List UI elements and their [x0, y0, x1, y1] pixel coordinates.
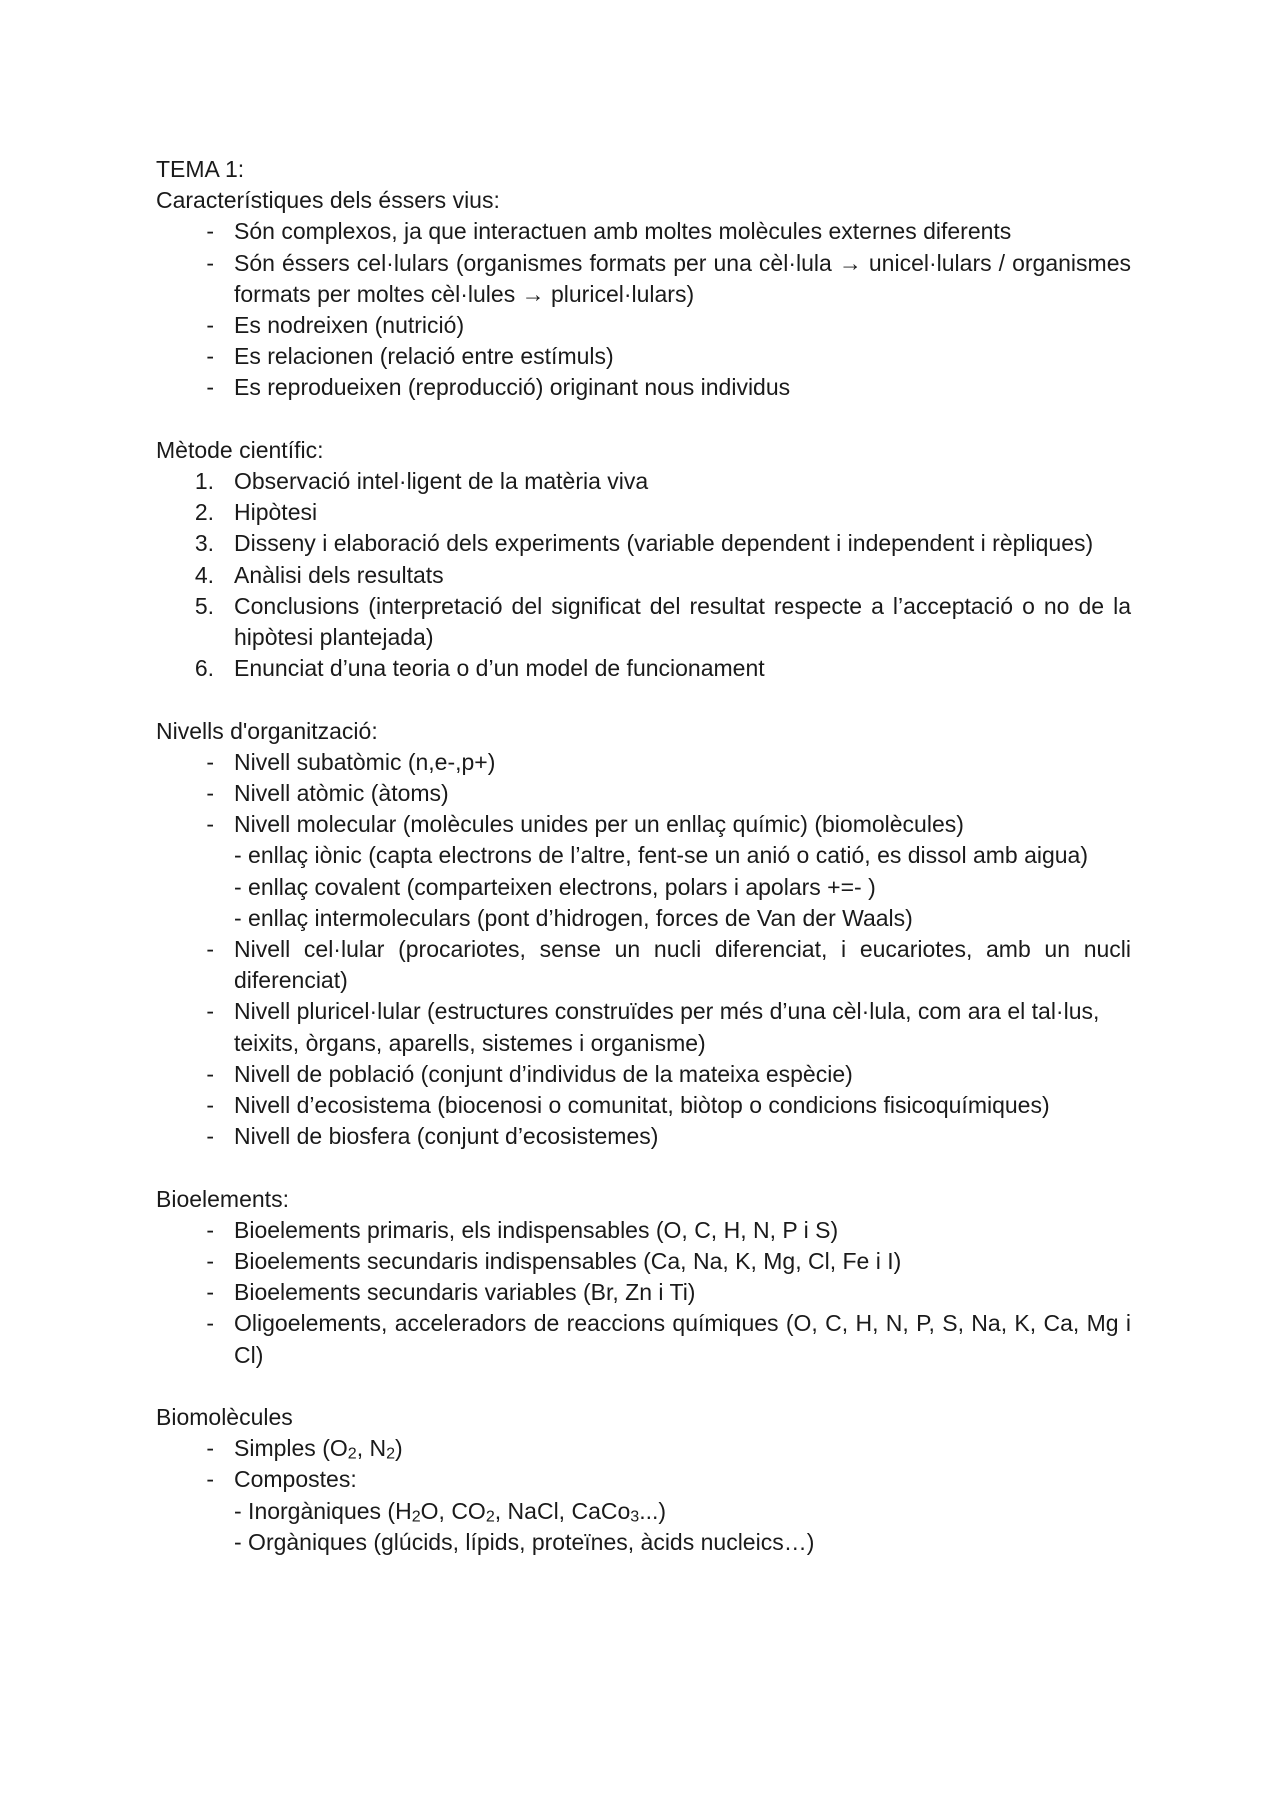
bullet-dash: - [206, 1092, 214, 1118]
text-fragment: ...) [639, 1497, 667, 1524]
sub-item-ionic-bond: - enllaç iònic (capta electrons de l’altre, fent-se un anió o catió, es dissol amb aigua) [234, 842, 1089, 869]
section-heading-biomolecules: Biomolècules [156, 1403, 293, 1430]
spacer [156, 1371, 1131, 1402]
list-item [156, 996, 1131, 1058]
biomolecules-list [156, 1433, 1131, 1558]
list-item-text: Bioelements primaris, els indispensables (O, C, H, N, P i S) [234, 1216, 839, 1243]
bullet-dash: - [206, 374, 214, 401]
subscript: 2 [485, 1506, 495, 1525]
organization-levels-list [156, 747, 1131, 1153]
bullet-dash: - [206, 249, 214, 276]
bullet-dash: - [206, 1247, 214, 1274]
sub-item-intermolecular-bond: - enllaç intermoleculars (pont d’hidrogen, forces de Van der Waals) [234, 904, 913, 931]
list-item [156, 466, 1131, 497]
section-heading-characteristics: Característiques dels éssers vius: [156, 187, 500, 214]
list-item-text: Hipòtesi [234, 499, 318, 526]
list-item [156, 778, 1131, 809]
bullet-dash: - [206, 218, 214, 245]
list-item [156, 528, 1131, 559]
list-item-text: Nivell d’ecosistema (biocenosi o comunitat, biòtop o condicions fisicoquímiques) [234, 1092, 1050, 1118]
list-item-text: Són complexos, ja que interactuen amb moltes molècules externes diferents [234, 218, 1012, 245]
section-heading-bioelements: Bioelements: [156, 1185, 289, 1212]
bullet-dash: - [206, 1123, 214, 1150]
subscript: 3 [630, 1506, 640, 1525]
list-item [156, 747, 1131, 778]
list-item [156, 216, 1131, 247]
bullet-dash: - [206, 343, 214, 370]
list-number: 6. [194, 655, 214, 682]
bullet-dash: - [206, 811, 214, 838]
spacer [156, 1152, 1131, 1183]
characteristics-list [156, 216, 1131, 403]
list-item-simple [234, 1433, 1131, 1464]
spacer [156, 684, 1131, 715]
subscript: 2 [347, 1444, 357, 1463]
list-item [156, 310, 1131, 341]
section-heading-scientific-method: Mètode científic: [156, 436, 324, 463]
list-item-text: Nivell molecular (molècules unides per un enllaç químic) (biomolècules) [234, 811, 964, 838]
list-item [156, 809, 1131, 934]
bullet-dash: - [206, 748, 214, 775]
list-item [156, 560, 1131, 591]
list-item-text: Nivell de biosfera (conjunt d’ecosistemes) [234, 1123, 659, 1150]
text-fragment: - Inorgàniques (H [234, 1497, 412, 1524]
sub-item-organic: - Orgàniques (glúcids, lípids, proteïnes, àcids nucleics…) [234, 1528, 815, 1555]
list-item-text: Anàlisi dels resultats [234, 561, 444, 588]
subscript: 2 [411, 1506, 421, 1525]
text-fragment: Simples (O [234, 1435, 348, 1462]
bioelements-list [156, 1215, 1131, 1371]
list-item-text: Nivell de població (conjunt d’individus de la mateixa espècie) [234, 1060, 853, 1087]
text-fragment: ) [395, 1435, 403, 1462]
bullet-dash: - [206, 1310, 214, 1337]
text-fragment: O, CO [420, 1497, 486, 1524]
list-item-text: Nivell pluricel·lular (estructures construïdes per més d’una cèl·lula, com ara el tal·lus, teixits, òrgans, aparells, sistemes i organisme) [234, 998, 1100, 1056]
list-item-body [234, 809, 1131, 934]
list-number: 1. [194, 467, 214, 494]
bullet-dash: - [206, 1466, 214, 1493]
spacer [156, 404, 1131, 435]
bullet-dash: - [206, 1060, 214, 1087]
list-item [156, 1215, 1131, 1246]
scientific-method-list [156, 466, 1131, 684]
list-item-text: Disseny i elaboració dels experiments (variable dependent i independent i rèpliques) [234, 530, 1094, 557]
list-item [156, 1090, 1131, 1121]
subscript: 2 [386, 1444, 396, 1463]
list-item-text: Conclusions (interpretació del significat del resultat respecte a l’acceptació o no de la hipòtesi plantejada) [234, 592, 1131, 650]
list-item [156, 1308, 1131, 1370]
list-item [156, 1277, 1131, 1308]
list-item [156, 1464, 1131, 1558]
sub-item-inorganic [234, 1496, 1131, 1527]
list-item [156, 1433, 1131, 1464]
bullet-dash: - [206, 1216, 214, 1243]
list-item-text: Es relacionen (relació entre estímuls) [234, 343, 614, 370]
list-item [156, 591, 1131, 653]
list-item-text: Enunciat d’una teoria o d’un model de funcionament [234, 655, 765, 682]
bullet-dash: - [206, 311, 214, 338]
list-item-text: Nivell subatòmic (n,e-,p+) [234, 748, 496, 775]
list-number: 2. [194, 499, 214, 526]
list-item-text: Oligoelements, acceleradors de reaccions químiques (O, C, H, N, P, S, Na, K, Ca, Mg i Cl) [234, 1310, 1131, 1368]
bullet-dash: - [206, 1279, 214, 1306]
list-item [156, 1059, 1131, 1090]
list-number: 3. [194, 530, 214, 557]
list-item-text: Compostes: [234, 1466, 357, 1493]
list-item [156, 372, 1131, 403]
list-item [156, 1246, 1131, 1277]
list-item [156, 497, 1131, 528]
list-item [156, 1121, 1131, 1152]
list-item-text: Nivell atòmic (àtoms) [234, 779, 449, 806]
document-page [156, 154, 1131, 1558]
list-item-text: Són éssers cel·lulars (organismes formats per una cèl·lula → unicel·lulars / organismes formats per moltes cèl·lules → pluricel·lulars) [234, 249, 1131, 307]
bullet-dash: - [206, 1435, 214, 1462]
topic-title: TEMA 1: [156, 156, 245, 182]
list-item [156, 934, 1131, 996]
bullet-dash: - [206, 998, 214, 1025]
list-number: 5. [194, 592, 214, 619]
section-heading-organization-levels: Nivells d'organització: [156, 717, 378, 744]
list-item [156, 653, 1131, 684]
list-item-text: Observació intel·ligent de la matèria viva [234, 467, 649, 494]
list-item-compound [234, 1464, 1131, 1558]
list-item-text: Es nodreixen (nutrició) [234, 311, 465, 338]
text-fragment: , N [356, 1435, 387, 1462]
sub-item-covalent-bond: - enllaç covalent (comparteixen electrons, polars i apolars +=- ) [234, 873, 876, 900]
bullet-dash: - [206, 935, 214, 962]
list-item [156, 341, 1131, 372]
list-item-text: Nivell cel·lular (procariotes, sense un nucli diferenciat, i eucariotes, amb un nucli diferenciat) [234, 935, 1131, 994]
list-item-text: Es reprodueixen (reproducció) originant nous individus [234, 374, 791, 401]
list-item-text: Bioelements secundaris variables (Br, Zn i Ti) [234, 1279, 696, 1306]
list-item-text: Bioelements secundaris indispensables (Ca, Na, K, Mg, Cl, Fe i I) [234, 1247, 902, 1274]
list-number: 4. [194, 561, 214, 588]
bullet-dash: - [206, 779, 214, 806]
list-item [156, 248, 1131, 310]
text-fragment: , NaCl, CaCo [494, 1497, 631, 1524]
